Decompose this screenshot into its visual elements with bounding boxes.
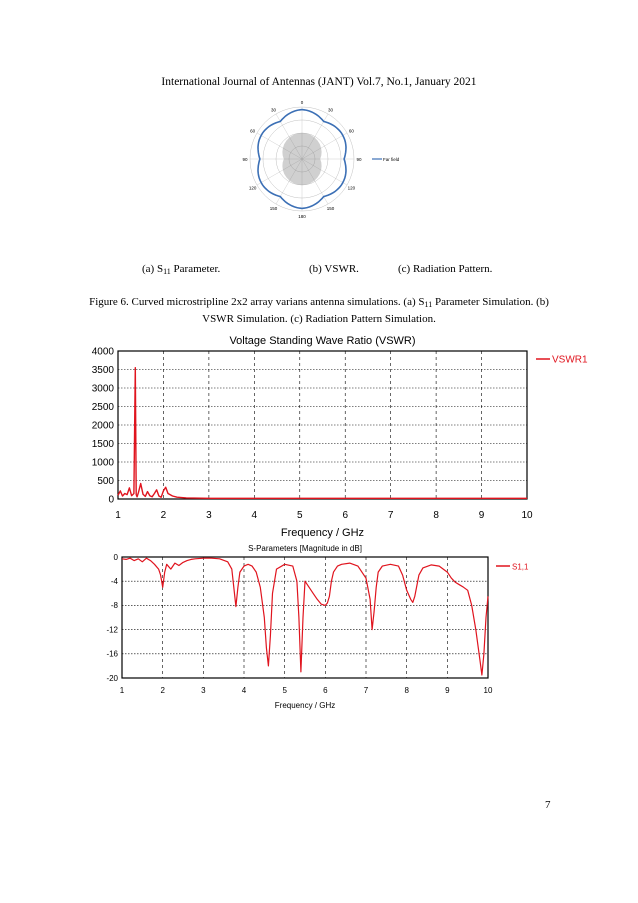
polar-angle-label: 60 [250,128,256,134]
x-tick-label: 3 [201,686,206,695]
subcaption-c: (c) Radiation Pattern. [398,263,493,275]
series-line [122,558,488,675]
s11-chart [94,540,554,718]
vswr-chart [80,328,588,540]
polar-angle-label: 0 [300,99,304,105]
x-tick-label: 10 [483,686,493,695]
figure-caption [60,295,578,326]
page-number: 7 [545,799,551,811]
chart-title: Voltage Standing Wave Ratio (VSWR) [229,335,416,347]
legend-label: VSWR1 [552,354,588,366]
figure-caption-line1: Figure 6. Curved microstripline 2x2 array varians antenna simulations. (a) $S_{11}$ Parameter Simulation. (b) [89,296,549,309]
polar-angle-label: 120 [347,185,356,191]
y-tick-label: -4 [110,577,118,586]
y-tick-label: 2500 [91,402,114,413]
x-tick-label: 9 [478,510,485,521]
y-tick-label: 4000 [91,346,114,358]
y-tick-label: 0 [108,494,114,506]
x-axis-label: Frequency / GHz [280,527,365,539]
figure-caption-line2: VSWR Simulation. (c) Radiation Pattern Simulation. [202,313,436,325]
x-tick-label: 1 [115,510,121,521]
x-tick-label: 4 [251,510,258,521]
y-tick-label: -20 [106,673,118,683]
polar-angle-label: 180 [298,213,306,219]
polar-angle-label: 150 [269,206,278,212]
y-tick-label: 500 [97,476,114,487]
x-tick-label: 2 [160,686,165,695]
legend-label: Far field [383,157,400,162]
x-tick-label: 5 [296,510,303,521]
y-tick-label: -16 [106,649,118,659]
subcaption-b: (b) VSWR. [309,263,359,275]
polar-angle-label: 30 [270,107,277,113]
x-tick-label: 2 [160,510,167,521]
plot-frame [122,557,488,678]
x-tick-label: 4 [241,686,247,695]
x-tick-label: 5 [282,686,287,695]
y-tick-label: 2000 [91,420,114,432]
polar-angle-label: 30 [327,107,334,113]
x-tick-label: 3 [206,510,212,521]
polar-angle-label: 90 [356,156,362,162]
y-tick-label: 3500 [91,365,114,376]
x-tick-label: 9 [445,686,450,695]
y-tick-label: 1000 [91,457,114,469]
polar-angle-label: 60 [348,128,354,134]
pattern-shading [282,133,321,185]
x-tick-label: 7 [363,686,369,695]
polar-angle-label: 120 [248,185,257,191]
x-tick-label: 8 [433,510,439,521]
y-tick-label: 0 [113,552,118,562]
x-axis-label: Frequency / GHz [274,701,336,710]
x-tick-label: 6 [323,686,328,695]
journal-header: International Journal of Antennas (JANT) Vol.7, No.1, January 2021 [161,76,477,88]
series-line [118,368,527,499]
polar-angle-label: 90 [242,156,248,162]
radiation-pattern-plot [226,96,400,230]
y-tick-label: 3000 [91,383,114,395]
x-tick-label: 8 [404,686,409,695]
y-tick-label: -8 [110,601,118,611]
x-tick-label: 10 [521,510,533,521]
subcaption-a: (a) $S_{11}$ Parameter. [142,263,221,276]
legend-label: S1,1 [512,562,529,572]
chart-title: S-Parameters [Magnitude in dB] [248,544,362,553]
y-tick-label: 1500 [91,439,114,450]
polar-angle-label: 150 [326,206,335,212]
y-tick-label: -12 [106,625,118,635]
x-tick-label: 6 [342,510,349,521]
x-tick-label: 1 [119,686,125,695]
x-tick-label: 7 [387,510,394,521]
